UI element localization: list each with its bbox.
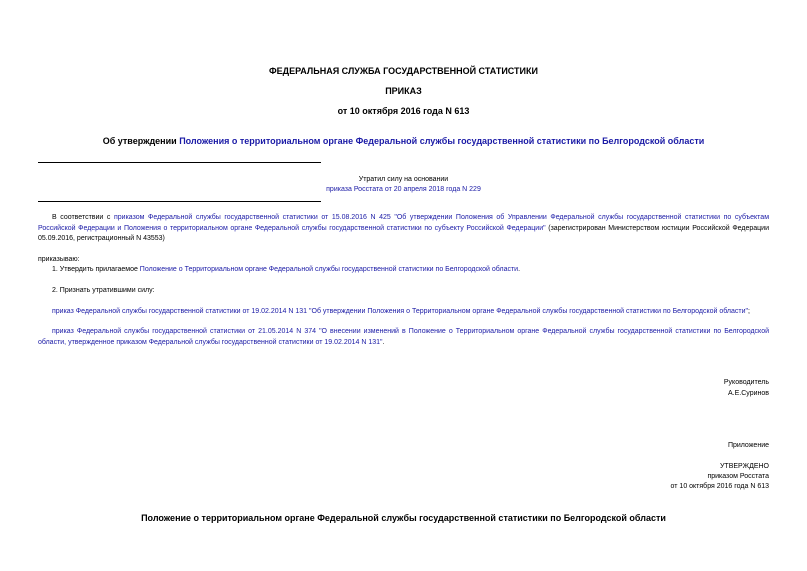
appendix-label: Приложение [727, 442, 769, 449]
preamble-paragraph [38, 213, 769, 245]
doc-date: от 10 октября 2016 года N 613 [337, 106, 470, 116]
approved-label: УТВЕРЖДЕНО [719, 463, 769, 470]
doc-title-prefix: Об утверждении [102, 136, 180, 146]
preamble-law-link[interactable]: приказом Федеральной службы государственной статистики от 15.08.2016 N 425 "Об утверждении Положения об Управлении Федеральной службы государственной статистики по субъектам Российской Федерации и Положения о территориальном органе Федеральной службы государственной статистики по субъекту Российской Федерации" [38, 214, 770, 232]
orders-label: приказываю: [38, 256, 80, 263]
doc-title [0, 136, 807, 147]
signer-role: Руководитель [723, 379, 769, 386]
void-order-2-link[interactable]: приказ Федеральной службы государственной статистики от 21.05.2014 N 374 "О внесении изменений в Положение о Территориальном органе Федеральной службы государственной статистики по Белгородской области, утвержденное приказом Федеральной службы государственной статистики от 19.02.2014 N 131" [38, 328, 769, 346]
doc-title-link[interactable]: Положения о территориальном органе Федеральной службы государственной статистики по Белгородской области [179, 136, 705, 146]
approved-by: приказом Росстата [707, 473, 769, 480]
agency-name: ФЕДЕРАЛЬНАЯ СЛУЖБА ГОСУДАРСТВЕННОЙ СТАТИСТИКИ [269, 66, 538, 76]
divider-bottom [38, 201, 321, 202]
item-1-link[interactable]: Положение о Территориальном органе Федеральной службы государственной статистики по Белгородской области [139, 266, 519, 273]
divider-top [38, 162, 321, 163]
item-2: 2. Признать утратившими силу: [52, 287, 155, 294]
void-order-1 [52, 307, 750, 317]
item-1-end: . [518, 266, 521, 273]
approved-date: от 10 октября 2016 года N 613 [670, 483, 769, 490]
preamble-text-2: (зарегистрирован Министерством юстиции Российской Федерации 05.09.2016, регистрационный N 43553) [38, 224, 770, 242]
preamble-text-1: В соответствии с [52, 214, 114, 221]
signer-name: А.Е.Суринов [728, 390, 769, 397]
item-1 [52, 265, 520, 275]
status-line: Утратил силу на основании [358, 176, 449, 183]
doc-type: ПРИКАЗ [385, 86, 422, 96]
appendix-title: Положение о территориальном органе Федеральной службы государственной статистики по Белгородской области [141, 513, 666, 523]
void-order-1-end: ; [748, 308, 750, 315]
void-order-1-link[interactable]: приказ Федеральной службы государственной статистики от 19.02.2014 N 131 "Об утверждении Положения о Территориальном органе Федеральной службы государственной статистики по Белгородской области" [52, 308, 748, 315]
void-order-2-end: . [382, 338, 385, 346]
void-order-2 [38, 327, 769, 348]
item-1-text: 1. Утвердить прилагаемое [52, 266, 140, 273]
status-repeal-link[interactable]: приказа Росстата от 20 апреля 2018 года N 229 [326, 186, 481, 193]
